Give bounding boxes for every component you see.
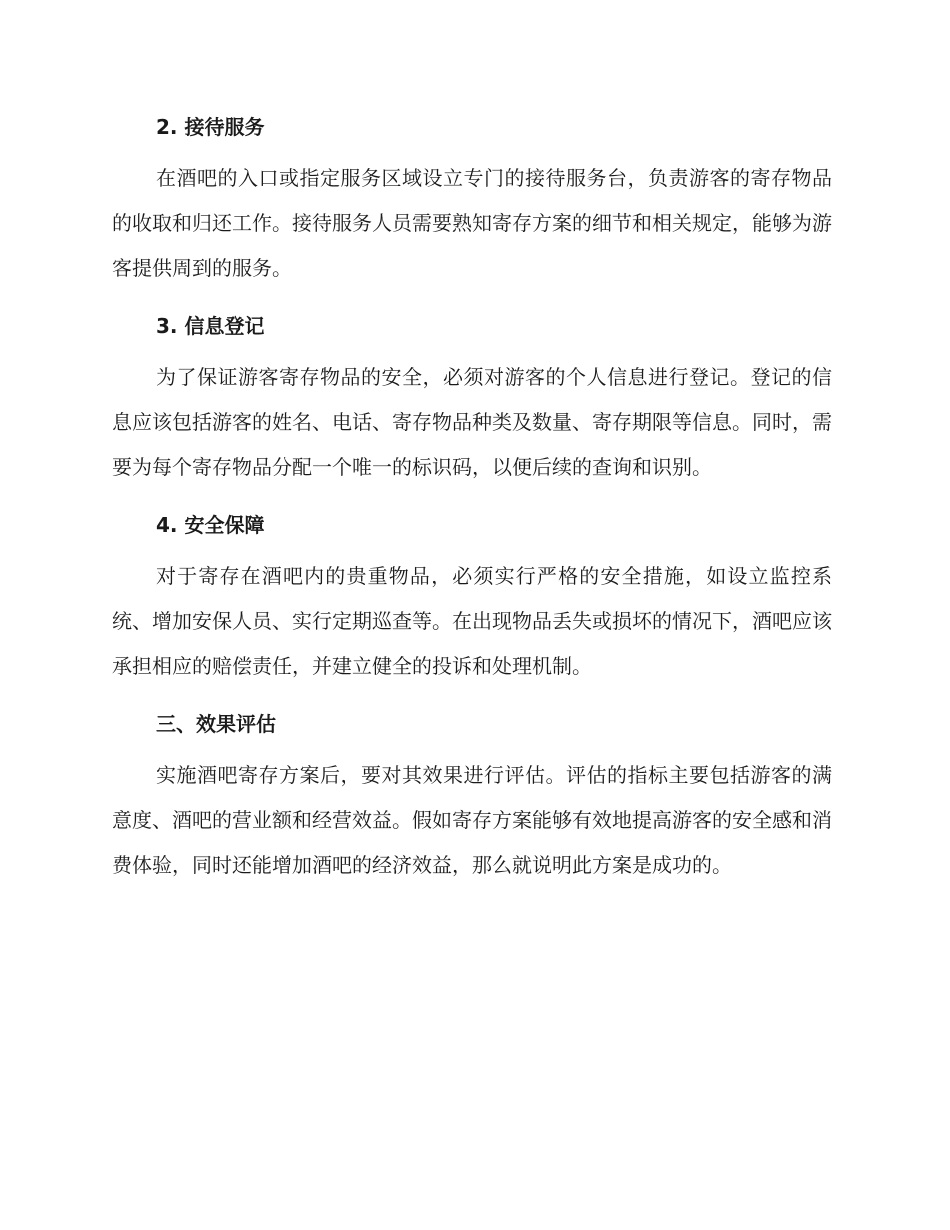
- section-paragraph-evaluation: 实施酒吧寄存方案后，要对其效果进行评估。评估的指标主要包括游客的满意度、酒吧的营业额和经营效益。假如寄存方案能够有效地提高游客的安全感和消费体验，同时还能增加酒吧的经济效益，那么就说明此方案是成功的。: [112, 763, 832, 877]
- section-heading-evaluation: 三、效果评估: [156, 712, 276, 736]
- section-paragraph-registration: 为了保证游客寄存物品的安全，必须对游客的个人信息进行登记。登记的信息应该包括游客的姓名、电话、寄存物品种类及数量、寄存期限等信息。同时，需要为每个寄存物品分配一个唯一的标识码，以便后续的查询和识别。: [112, 365, 832, 479]
- section-heading-security: 4. 安全保障: [156, 513, 265, 537]
- section-paragraph-security: 对于寄存在酒吧内的贵重物品，必须实行严格的安全措施，如设立监控系统、增加安保人员、实行定期巡查等。在出现物品丢失或损坏的情况下，酒吧应该承担相应的赔偿责任，并建立健全的投诉和处理机制。: [112, 564, 832, 678]
- document-body: [112, 112, 832, 908]
- section-heading-reception: 2. 接待服务: [156, 115, 265, 139]
- section-heading-registration: 3. 信息登记: [156, 314, 265, 338]
- section-paragraph-reception: 在酒吧的入口或指定服务区域设立专门的接待服务台，负责游客的寄存物品的收取和归还工作。接待服务人员需要熟知寄存方案的细节和相关规定，能够为游客提供周到的服务。: [112, 166, 832, 280]
